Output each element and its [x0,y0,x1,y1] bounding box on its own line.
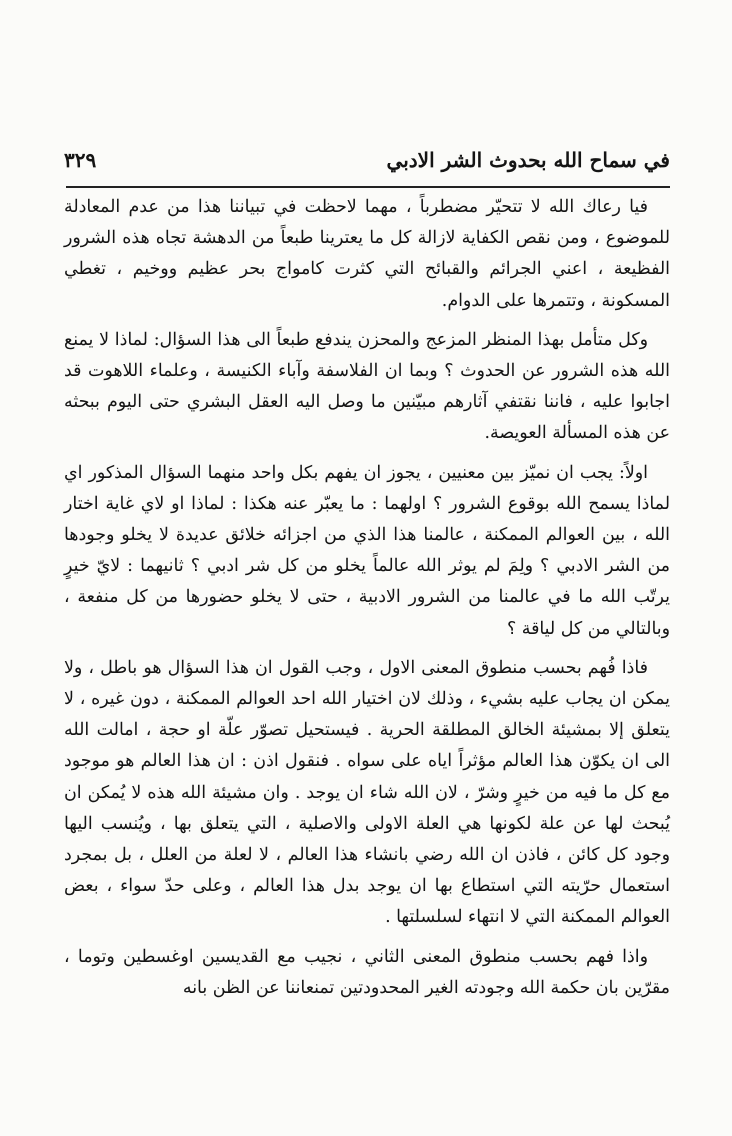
paragraph: وكل متأمل بهذا المنظر المزعج والمحزن يندفع طبعاً الى هذا السؤال: لماذا لا يمنع الله هذه الشرور عن الحدوث ؟ وبما ان الفلاسفة وآباء الكنيسة ، وعلماء اللاهوت قد اجابوا عليه ، فاننا نقتفي آثارهم مبيّنين ما وصل اليه العقل البشري حتى اليوم ببحثه عن هذه المسألة العويصة. [64,329,670,444]
paragraph: فاذا فُهم بحسب منطوق المعنى الاول ، وجب القول ان هذا السؤال هو باطل ، ولا يمكن ان يجاب عليه بشيء ، وذلك لان اختيار الله احد العوالم الممكنة ، دون غيره ، لا يتعلق إلا بمشيئة الخالق المطلقة الحرية . فيستحيل تصوّر علّة او حجة ، امالت الله الى ان يكوّن هذا العالم مؤثراً اياه على سواه . فنقول اذن : ان هذا العالم هو موجود مع كل ما فيه من خيرٍ وشرّ ، لان الله شاء ان يوجد . وان مشيئة الله هذه لا يُمكن ان يُبحث لها عن علة لكونها هي العلة الاولى والاصلية ، التي يتعلق بها ، ويُنسب اليها وجود كل كائن ، فاذن ان الله رضي بانشاء هذا العالم ، لا لعلة من العلل ، بل بمجرد استعمال حرّيته التي استطاع بها ان يوجد بدل هذا العالم ، وعلى حدّ سواء ، بعض العوالم الممكنة التي لا انتهاء لسلسلتها . [64,657,670,928]
page-header [64,148,670,172]
paragraph: اولاً: يجب ان نميّز بين معنيين ، يجوز ان يفهم بكل واحد منهما السؤال المذكور اي لماذا يسمح الله بوقوع الشرور ؟ اولهما : ما يعبّر عنه هكذا : لماذا او لاي غاية اختار الله ، بين العوالم الممكنة ، عالمنا هذا الذي من اجزائه خلائق عديدة لا يخلو وجودها من الشر الادبي ؟ ولِمَ لم يوثر الله عالماً يخلو من كل شر ادبي ؟ ثانيهما : لايّ خيرٍ يرتّب الله ما في عالمنا من الشرور الادبية ، حتى لا يخلو حضورها من كل منفعة ، وبالتالي من كل لياقة ؟ [64,462,670,639]
running-title: في سماح الله بحدوث الشر الادبي [386,148,670,172]
page-body [64,192,670,1004]
header-rule [66,186,670,188]
paragraph: واذا فهم بحسب منطوق المعنى الثاني ، نجيب مع القديسين اوغسطين وتوما ، مقرّين بان حكمة الله وجودته الغير المحدودتين تمنعاننا عن الظن بانه [64,946,670,998]
paragraph: فيا رعاك الله لا تتحيّر مضطرباً ، مهما لاحظت في تبياننا هذا من عدم المعادلة للموضوع ، ومن نقص الكفاية لازالة كل ما يعترينا طبعاً من الدهشة تجاه هذه الشرور الفظيعة ، اعني الجرائم والقبائح التي كثرت كامواج بحر عظيم ووخيم ، تغطي المسكونة ، وتتمرها على الدوام. [64,197,670,311]
page-number: ٣٢٩ [64,148,97,172]
